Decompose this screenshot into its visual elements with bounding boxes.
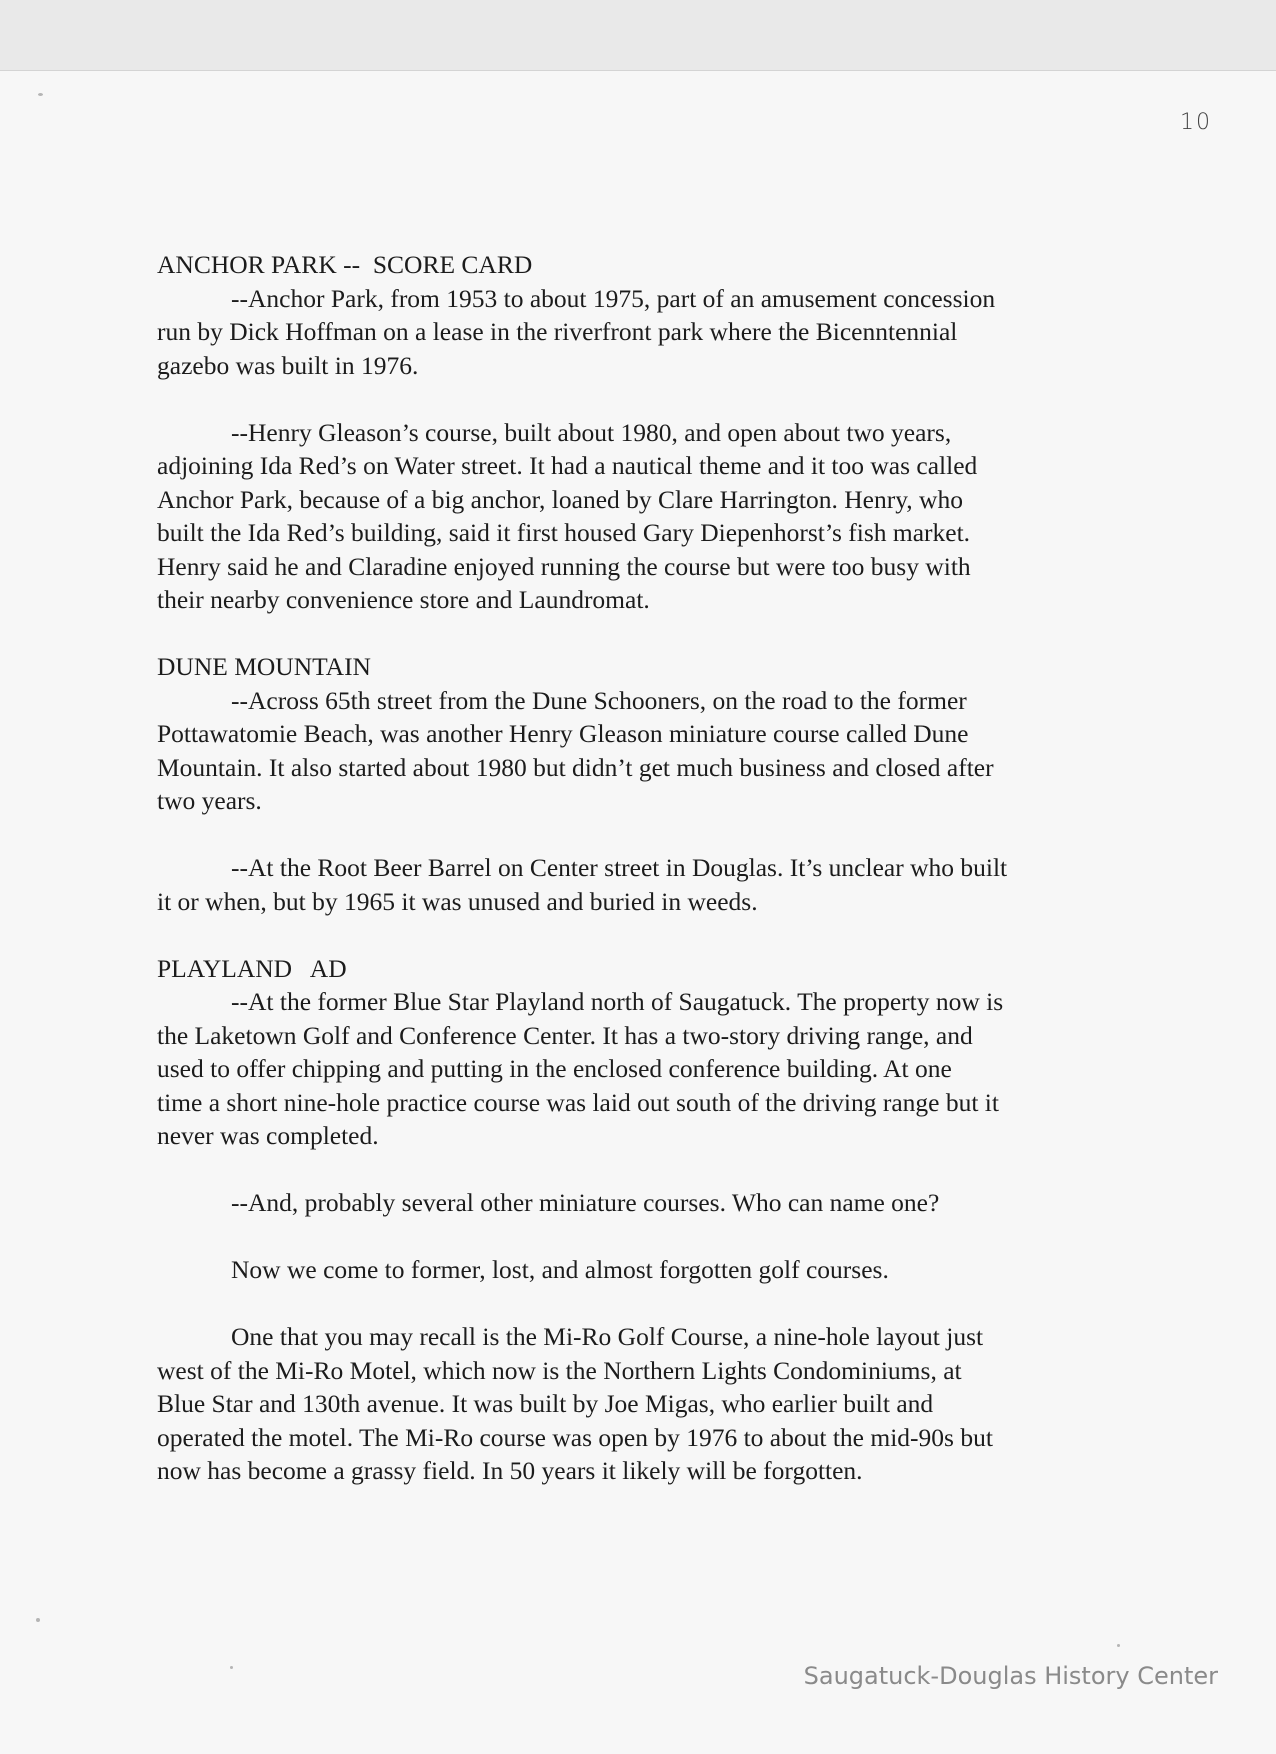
paragraph: Now we come to former, lost, and almost forgotten golf courses. — [231, 1255, 889, 1284]
section-anchor-park — [157, 248, 1127, 617]
section-playland-ad — [157, 952, 1127, 1488]
scan-speck — [38, 93, 43, 96]
page-number: 10 — [1180, 110, 1212, 135]
paragraph: --Henry Gleason’s course, built about 1980, and open about two years, adjoining Ida Red’s on Water street. It had a nautical theme and it too was called Anchor Park, because of a big anchor, loaned by Clare Harrington. Henry, who built the Ida Red’s building, said it first housed Gary Diepenhorst’s fish market. Henry said he and Claradine enjoyed running the course but were too busy with their nearby convenience store and Laundromat. — [157, 417, 978, 614]
paragraph: --Across 65th street from the Dune Schooners, on the road to the former Pottawatomie Beach, was another Henry Gleason miniature course called Dune Mountain. It also started about 1980 but didn’t get much business and closed after two years. — [157, 685, 994, 815]
paragraph: One that you may recall is the Mi-Ro Golf Course, a nine-hole layout just west of the Mi-Ro Motel, which now is the Northern Lights Condominiums, at Blue Star and 130th avenue. It was built by Joe Migas, who earlier built and operated the motel. The Mi-Ro course was open by 1976 to about the mid-90s but now has become a grassy field. In 50 years it likely will be forgotten. — [157, 1322, 993, 1485]
section-heading: PLAYLAND AD — [157, 953, 347, 983]
scan-speck — [230, 1666, 233, 1669]
paragraph: --Anchor Park, from 1953 to about 1975, part of an amusement concession run by Dick Hoffman on a lease in the riverfront park where the Bicenntennial gazebo was built in 1976. — [157, 283, 996, 380]
scan-speck — [1117, 1644, 1120, 1647]
section-heading: DUNE MOUNTAIN — [157, 652, 371, 681]
section-heading: ANCHOR PARK -- SCORE CARD — [157, 250, 533, 279]
paragraph: --And, probably several other miniature courses. Who can name one? — [231, 1188, 940, 1217]
scan-top-margin — [0, 0, 1276, 71]
document-body — [157, 248, 1127, 1488]
paragraph: --At the Root Beer Barrel on Center street in Douglas. It’s unclear who built it or when, but by 1965 it was unused and buried in weeds. — [157, 853, 1008, 916]
scan-speck — [36, 1618, 40, 1622]
paragraph: --At the former Blue Star Playland north of Saugatuck. The property now is the Laketown Golf and Conference Center. It has a two-story driving range, and used to offer chipping and putting in the enclosed conference building. At one time a short nine-hole practice course was laid out south of the driving range but it never was completed. — [157, 987, 1004, 1150]
section-dune-mountain — [157, 650, 1127, 918]
history-center-watermark: Saugatuck-Douglas History Center — [803, 1662, 1218, 1690]
